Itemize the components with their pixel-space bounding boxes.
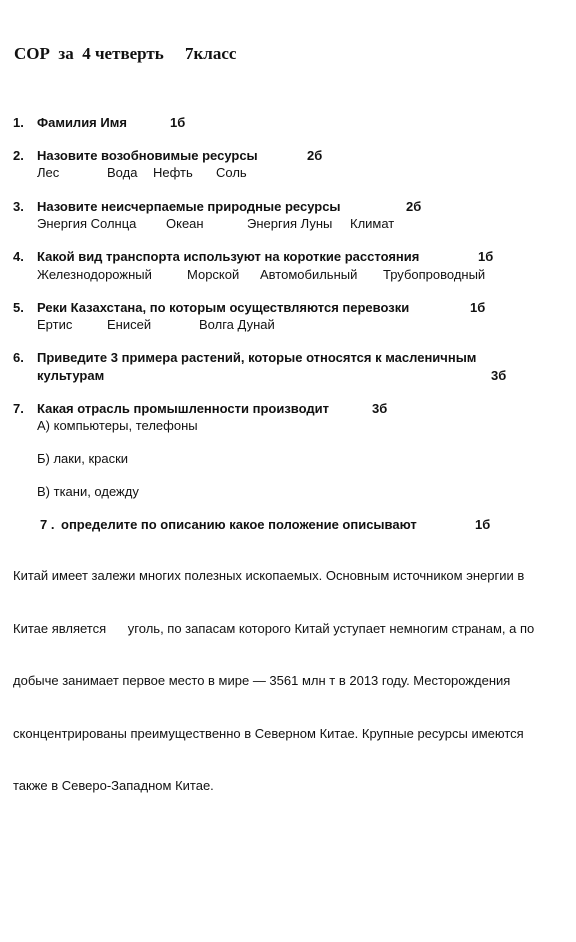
question-4-number: 4. [13,249,24,264]
question-4-text: Какой вид транспорта используют на короткие расстояния [37,249,420,264]
question-4-option: Автомобильный [260,267,358,282]
question-3-option: Энергия Солнца [37,216,137,231]
question-3-points: 2б [406,199,422,214]
question-7-text: Какая отрасль промышленности производит [37,401,329,416]
question-1-points: 1б [170,115,186,130]
question-3-number: 3. [13,199,24,214]
question-2-text: Назовите возобновимые ресурсы [37,148,258,163]
question-1-text: Фамилия Имя [37,115,127,130]
paragraph-line: также в Северо-Западном Китае. [13,778,214,793]
question-7-option: В) ткани, одежду [37,484,139,499]
question-2-option: Нефть [153,165,193,180]
question-8-points: 1б [475,517,491,532]
question-3-option: Океан [166,216,204,231]
question-6-points: 3б [491,368,507,383]
paragraph-line: Китае является уголь, по запасам которого Китай уступает немногим странам, а по [13,620,535,636]
question-6-text: Приведите 3 примера растений, которые относятся к масленичным [37,350,477,365]
question-2-option: Вода [107,165,138,180]
page-title: СОР за 4 четверть 7класс [14,44,237,63]
question-2-points: 2б [307,148,323,163]
question-5-points: 1б [470,300,486,315]
description-paragraph [13,532,576,830]
question-5-option: Енисей [107,317,152,332]
question-5-number: 5. [13,300,24,315]
question-1-number: 1. [13,115,24,130]
question-5-option: Волга Дунай [199,317,275,332]
question-3-text: Назовите неисчерпаемые природные ресурсы [37,199,341,214]
question-3-option: Энергия Луны [247,216,333,231]
question-2-option: Соль [216,165,247,180]
question-8-number: 7 . [40,517,55,532]
paragraph-line: добыче занимает первое место в мире — 3561 млн т в 2013 году. Месторождения [13,673,511,688]
question-4-option: Трубопроводный [383,267,486,282]
question-4-option: Железнодорожный [37,267,152,282]
paragraph-line: сконцентрированы преимущественно в Северном Китае. Крупные ресурсы имеются [13,725,524,741]
question-7-number: 7. [13,401,24,416]
question-5-option: Ертис [37,317,73,332]
question-8-text: определите по описанию какое положение описывают [61,517,417,532]
question-7-option: А) компьютеры, телефоны [37,418,198,433]
question-2-option: Лес [37,165,60,180]
question-4-option: Морской [187,267,240,282]
paragraph-line: Китай имеет залежи многих полезных ископаемых. Основным источником энергии в [13,568,525,583]
question-2-number: 2. [13,148,24,163]
question-6-number: 6. [13,350,24,365]
question-7-points: 3б [372,401,388,416]
question-5-text: Реки Казахстана, по которым осуществляются перевозки [37,300,410,315]
question-6-text-continued: культурам [37,368,105,383]
question-3-option: Климат [350,216,395,231]
question-7-option: Б) лаки, краски [37,451,129,466]
question-4-points: 1б [478,249,494,264]
